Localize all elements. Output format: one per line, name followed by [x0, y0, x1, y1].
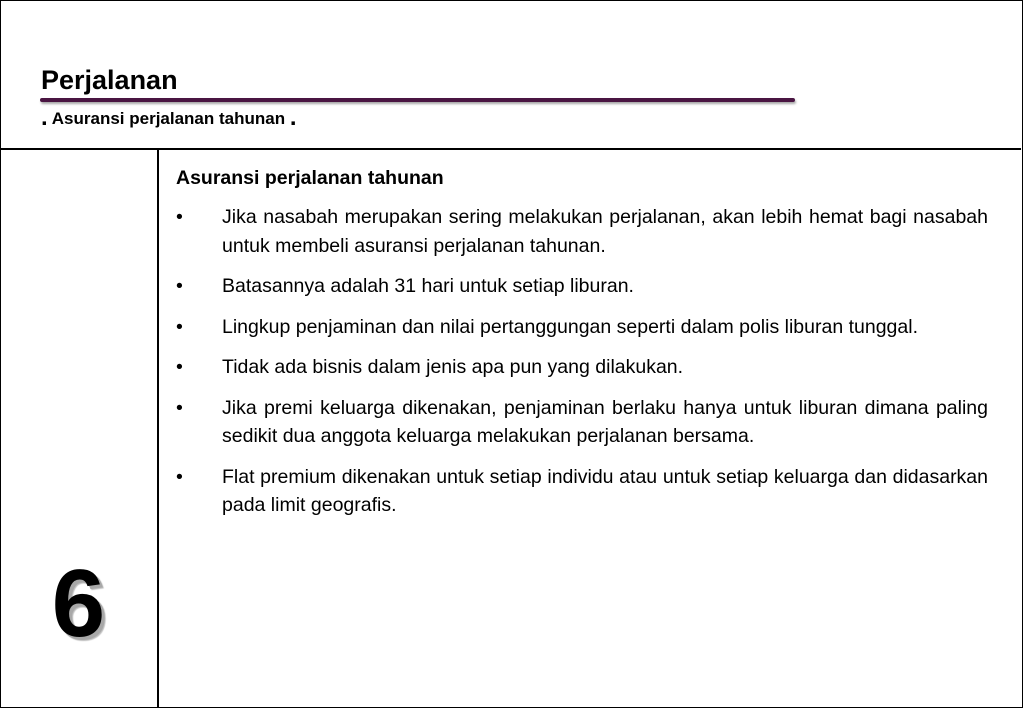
bullet-item: • Jika premi keluarga dikenakan, penjaminan berlaku hanya untuk liburan dimana paling sedikit dua anggota keluarga melakukan perjalanan bersama.	[176, 394, 988, 451]
bullet-list	[176, 203, 988, 520]
subtitle-text: Asuransi perjalanan tahunan	[51, 109, 286, 128]
slide-header	[0, 0, 1021, 150]
page-subtitle	[41, 106, 297, 131]
slide-number: 6	[51, 550, 106, 657]
subtitle-dot-right: .	[289, 104, 297, 131]
title-underline	[40, 98, 795, 102]
bullet-item: • Flat premium dikenakan untuk setiap individu atau untuk setiap keluarga dan didasarkan pada limit geografis.	[176, 463, 988, 520]
content-area	[176, 164, 988, 532]
subtitle-dot-left: .	[41, 104, 48, 131]
section-heading: Asuransi perjalanan tahunan	[176, 167, 444, 189]
bullet-item: • Jika nasabah merupakan sering melakukan perjalanan, akan lebih hemat bagi nasabah untuk membeli asuransi perjalanan tahunan.	[176, 203, 988, 260]
bullet-item: • Tidak ada bisnis dalam jenis apa pun yang dilakukan.	[176, 353, 988, 382]
bullet-item: • Batasannya adalah 31 hari untuk setiap liburan.	[176, 272, 988, 301]
sidebar	[0, 150, 159, 707]
bullet-item: • Lingkup penjaminan dan nilai pertanggungan seperti dalam polis liburan tunggal.	[176, 313, 988, 342]
page-title: Perjalanan	[41, 65, 178, 95]
